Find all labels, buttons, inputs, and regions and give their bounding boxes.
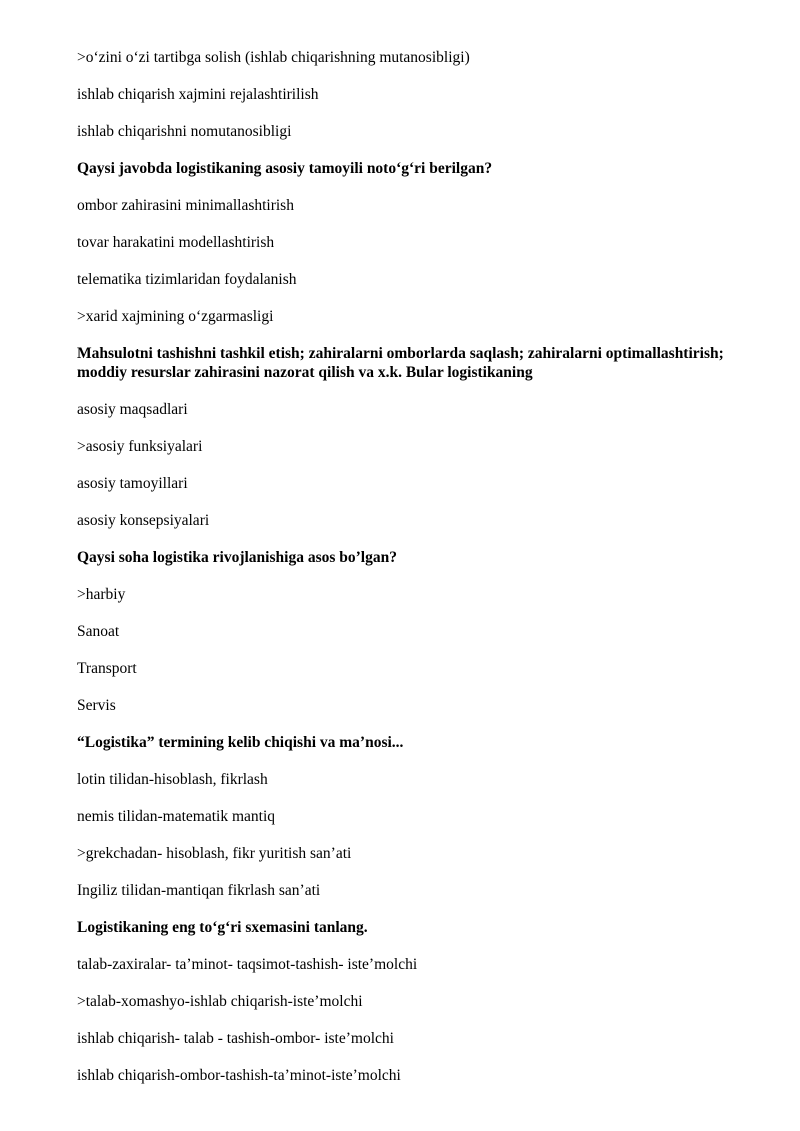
answer-option: nemis tilidan-matematik mantiq bbox=[77, 808, 276, 825]
answer-option: lotin tilidan-hisoblash, fikrlash bbox=[77, 771, 268, 788]
answer-option: ishlab chiqarish xajmini rejalashtirilish bbox=[77, 86, 319, 103]
answer-option: >asosiy funksiyalari bbox=[77, 438, 203, 455]
answer-option: Sanoat bbox=[77, 623, 120, 640]
answer-option: >grekchadan- hisoblash, fikr yuritish san’ati bbox=[77, 845, 352, 862]
answer-option: >o‘zini o‘zi tartibga solish (ishlab chiqarishning mutanosibligi) bbox=[77, 49, 470, 66]
question-heading: “Logistika” termining kelib chiqishi va ma’nosi... bbox=[77, 734, 404, 751]
answer-option: talab-zaxiralar- ta’minot- taqsimot-tashish- iste’molchi bbox=[77, 956, 418, 973]
answer-option: ishlab chiqarish- talab - tashish-ombor- iste’molchi bbox=[77, 1030, 394, 1047]
question-heading: Qaysi javobda logistikaning asosiy tamoyili noto‘g‘ri berilgan? bbox=[77, 160, 493, 177]
answer-option: asosiy tamoyillari bbox=[77, 475, 188, 492]
answer-option: ombor zahirasini minimallashtirish bbox=[77, 197, 294, 214]
answer-option: tovar harakatini modellashtirish bbox=[77, 234, 275, 251]
answer-option: ishlab chiqarishni nomutanosibligi bbox=[77, 123, 292, 140]
answer-option: Transport bbox=[77, 660, 137, 677]
answer-option: telematika tizimlaridan foydalanish bbox=[77, 271, 297, 288]
question-heading: Logistikaning eng to‘g‘ri sxemasini tanlang. bbox=[77, 919, 368, 936]
answer-option: Ingiliz tilidan-mantiqan fikrlash san’ati bbox=[77, 882, 321, 899]
question-heading: Qaysi soha logistika rivojlanishiga asos bo’lgan? bbox=[77, 549, 397, 566]
answer-option: >harbiy bbox=[77, 586, 126, 603]
answer-option: asosiy konsepsiyalari bbox=[77, 512, 210, 529]
answer-option: >xarid xajmining o‘zgarmasligi bbox=[77, 308, 274, 325]
answer-option: Servis bbox=[77, 697, 116, 714]
answer-option: ishlab chiqarish-ombor-tashish-ta’minot-iste’molchi bbox=[77, 1067, 401, 1084]
answer-option: >talab-xomashyo-ishlab chiqarish-iste’molchi bbox=[77, 993, 363, 1010]
question-heading: Mahsulotni tashishni tashkil etish; zahiralarni omborlarda saqlash; zahiralarni optimallashtirish; moddiy resurslar zahirasini nazorat qilish va x.k. Bular logistikaning bbox=[77, 345, 724, 381]
answer-option: asosiy maqsadlari bbox=[77, 401, 188, 418]
